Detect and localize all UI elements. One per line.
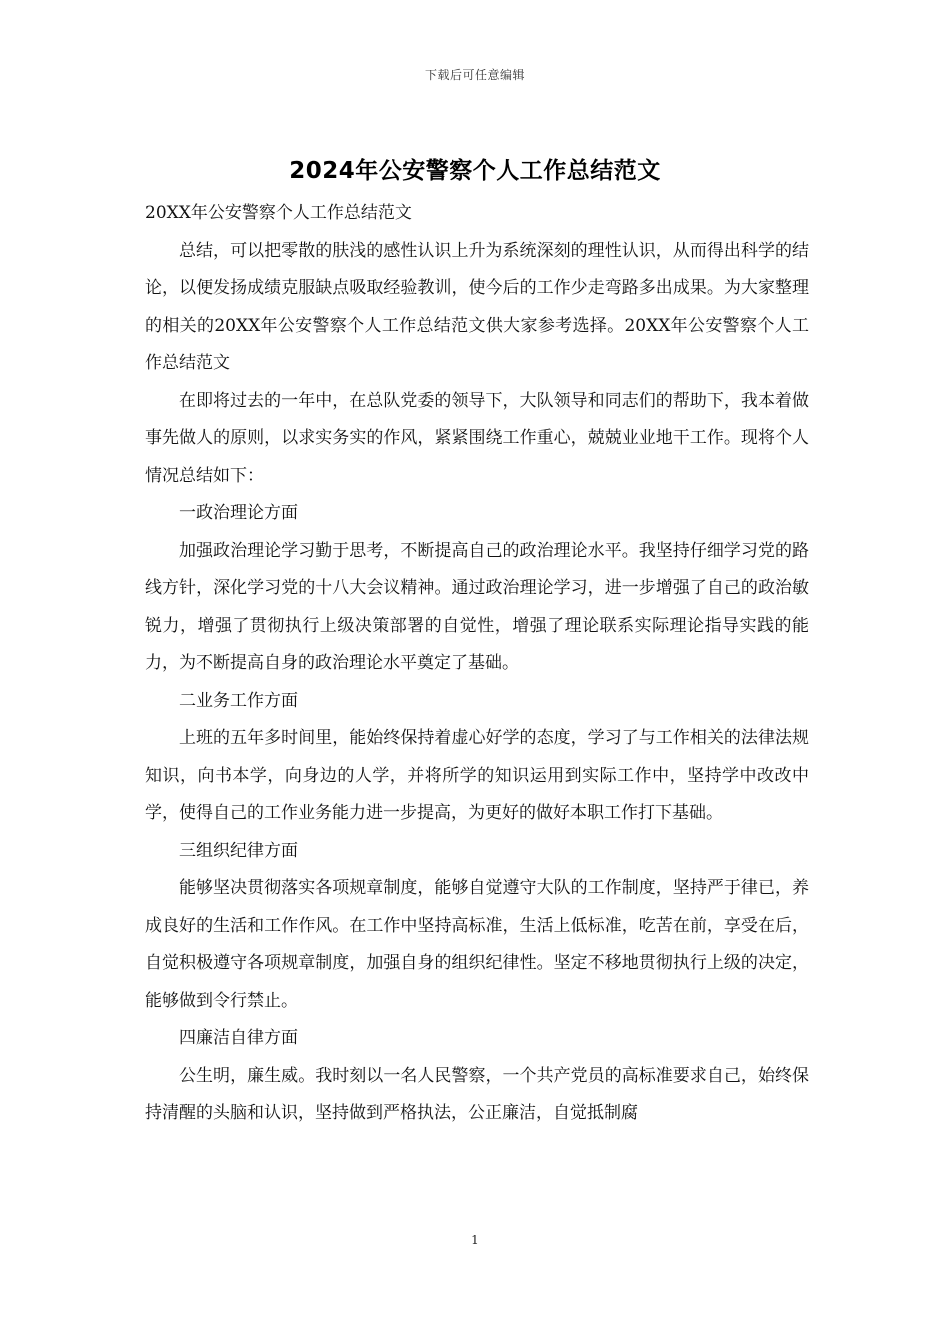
body-paragraph: 加强政治理论学习勤于思考，不断提高自己的政治理论水平。我坚持仔细学习党的路线方针，深化学习党的十八大会议精神。通过政治理论学习，进一步增强了自己的政治敏锐力，增强了贯彻执行上级决策部署的自觉性，增强了理论联系实际理论指导实践的能力，为不断提高自身的政治理论水平奠定了基础。 <box>145 540 809 673</box>
body-paragraph: 四廉洁自律方面 <box>179 1028 298 1048</box>
body-paragraph: 上班的五年多时间里，能始终保持着虚心好学的态度，学习了与工作相关的法律法规知识，向书本学，向身边的人学，并将所学的知识运用到实际工作中，坚持学中改改中学，使得自己的工作业务能力进一步提高，为更好的做好本职工作打下基础。 <box>145 728 809 823</box>
document-title: 2024年公安警察个人工作总结范文 <box>289 158 661 184</box>
body-paragraph: 二业务工作方面 <box>179 690 298 711</box>
page-number: 1 <box>471 1233 479 1247</box>
body-paragraph: 一政治理论方面 <box>179 503 298 523</box>
body-paragraph: 在即将过去的一年中，在总队党委的领导下，大队领导和同志们的帮助下，我本着做事先做人的原则，以求实务实的作风，紧紧围绕工作重心，兢兢业业地干工作。现将个人情况总结如下： <box>145 390 809 486</box>
body-paragraph: 三组织纪律方面 <box>179 840 298 861</box>
body-paragraph: 20XX年公安警察个人工作总结范文 <box>145 203 412 223</box>
body-paragraph: 公生明，廉生威。我时刻以一名人民警察，一个共产党员的高标准要求自己，始终保持清醒的头脑和认识，坚持做到严格执法，公正廉洁，自觉抵制腐 <box>145 1065 809 1123</box>
body-paragraph: 总结，可以把零散的肤浅的感性认识上升为系统深刻的理性认识，从而得出科学的结论，以便发扬成绩克服缺点吸取经验教训，使今后的工作少走弯路多出成果。为大家整理的相关的20XX年公安警察个人工作总结范文供大家参考选择。20XX年公安警察个人工作总结范文 <box>145 240 809 373</box>
page-header-note: 下载后可任意编辑 <box>424 68 525 82</box>
document-body <box>145 195 809 1133</box>
body-paragraph: 能够坚决贯彻落实各项规章制度，能够自觉遵守大队的工作制度，坚持严于律已，养成良好的生活和工作作风。在工作中坚持高标准，生活上低标准，吃苦在前，享受在后，自觉积极遵守各项规章制度，加强自身的组织纪律性。坚定不移地贯彻执行上级的决定，能够做到令行禁止。 <box>145 878 809 1011</box>
